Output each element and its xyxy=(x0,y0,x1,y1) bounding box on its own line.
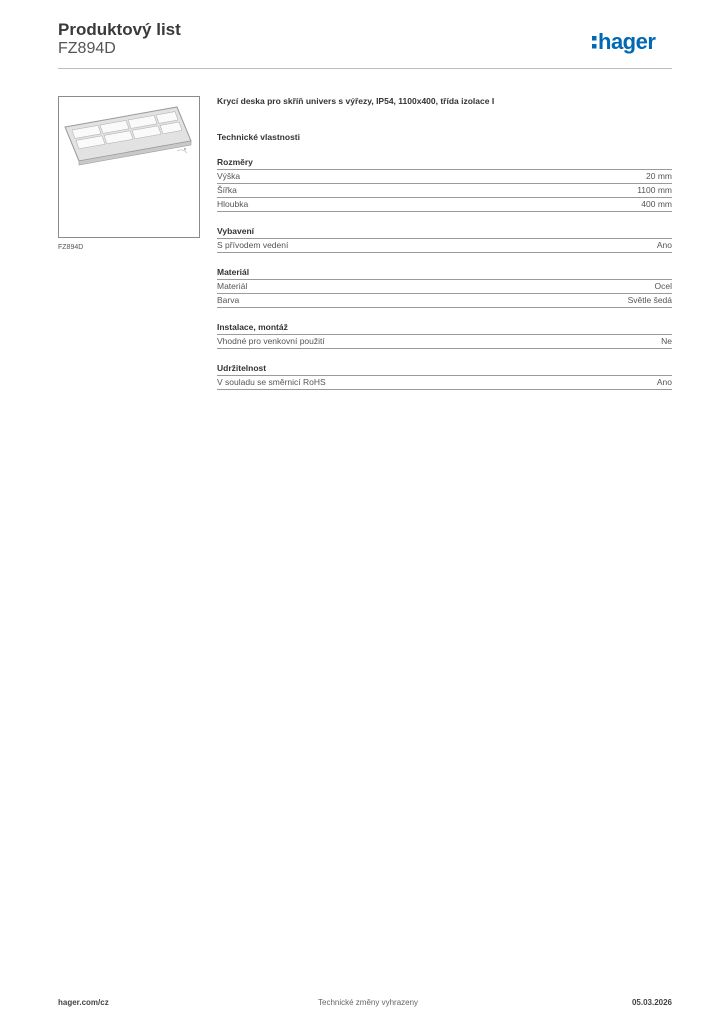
section-title: Vybavení xyxy=(217,226,672,239)
header-divider xyxy=(58,68,672,69)
property-value: Ocel xyxy=(654,281,672,291)
product-code: FZ894D xyxy=(58,40,116,57)
property-row xyxy=(217,184,672,198)
property-row xyxy=(217,170,672,184)
section-title: Udržitelnost xyxy=(217,363,672,376)
property-row xyxy=(217,198,672,212)
image-caption: FZ894D xyxy=(58,244,84,251)
property-label: Šířka xyxy=(217,185,237,195)
logo-dot-top xyxy=(592,36,597,41)
section-title: Materiál xyxy=(217,267,672,280)
property-value: 20 mm xyxy=(646,171,672,181)
cover-plate-drawing xyxy=(59,97,199,237)
footer-date: 05.03.2026 xyxy=(631,998,672,1007)
property-label: Materiál xyxy=(217,281,248,291)
property-value: Světle šedá xyxy=(627,295,672,305)
hager-logo xyxy=(592,26,674,58)
product-details xyxy=(217,95,672,390)
property-label: Hloubka xyxy=(217,199,249,209)
property-row xyxy=(217,294,672,308)
property-label: Výška xyxy=(217,171,241,181)
section-material xyxy=(217,267,672,308)
logo-text: hager xyxy=(598,29,656,54)
product-image xyxy=(58,96,200,238)
property-row xyxy=(217,280,672,294)
section-installation xyxy=(217,322,672,349)
property-label: Barva xyxy=(217,295,240,305)
section-title: Rozměry xyxy=(217,157,672,170)
property-row xyxy=(217,376,672,390)
property-value: 1100 mm xyxy=(637,185,672,195)
product-description: Krycí deska pro skříň univers s výřezy, IP54, 1100x400, třída izolace I xyxy=(217,96,495,106)
section-equipment xyxy=(217,226,672,253)
footer-notice: Technické změny vyhrazeny xyxy=(318,998,419,1007)
property-value: 400 mm xyxy=(641,199,672,209)
technical-properties-heading: Technické vlastnosti xyxy=(217,132,300,142)
property-value: Ano xyxy=(656,377,672,387)
property-row xyxy=(217,239,672,253)
property-label: V souladu se směrnicí RoHS xyxy=(217,377,326,387)
property-value: Ano xyxy=(656,240,672,250)
property-label: S přívodem vedení xyxy=(217,240,289,250)
section-title: Instalace, montáž xyxy=(217,322,672,335)
section-dimensions xyxy=(217,157,672,212)
property-row xyxy=(217,335,672,349)
logo-dot-bottom xyxy=(592,44,597,49)
footer-website-link[interactable]: hager.com/cz xyxy=(58,998,109,1007)
property-value: Ne xyxy=(661,336,672,346)
page-title: Produktový list xyxy=(58,20,181,39)
property-label: Vhodné pro venkovní použití xyxy=(217,336,325,346)
section-sustainability xyxy=(217,363,672,390)
